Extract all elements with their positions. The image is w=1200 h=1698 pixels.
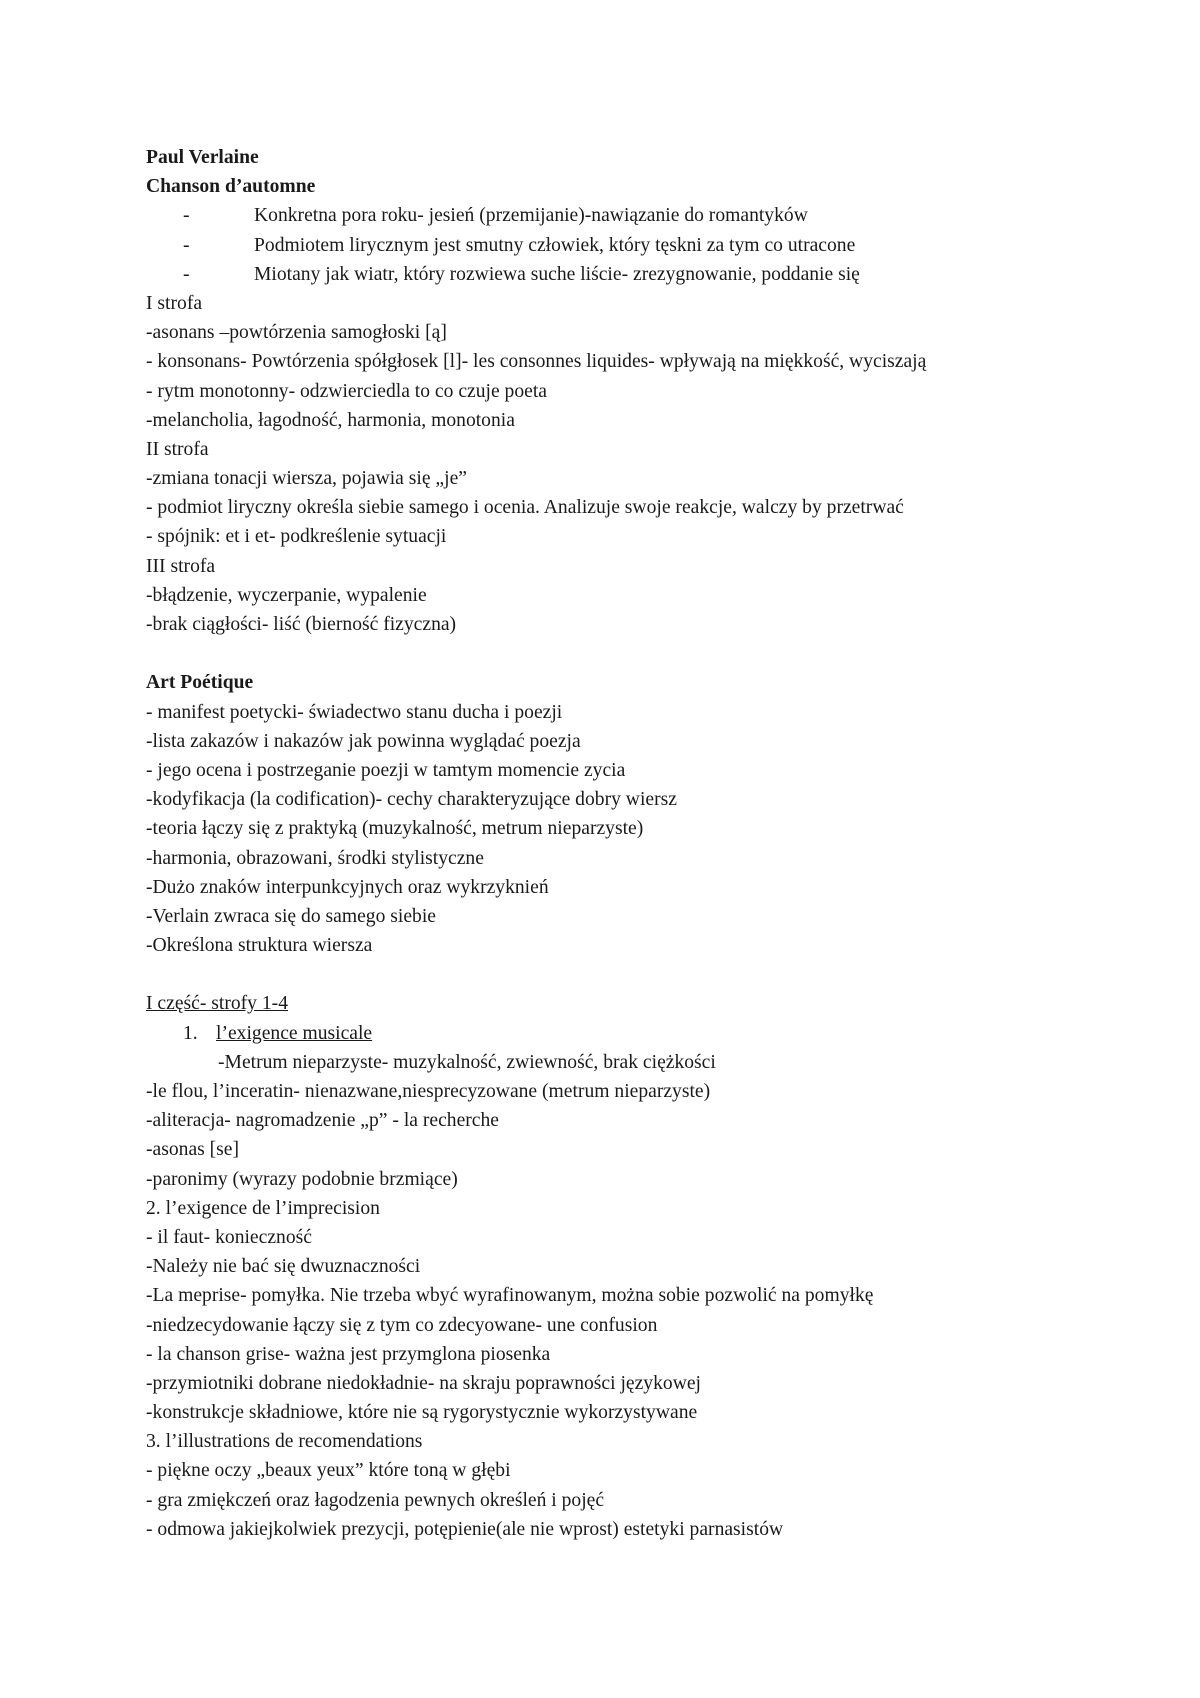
text-line: -Należy nie bać się dwuznaczności xyxy=(146,1256,421,1278)
text-line: - manifest poetycki- świadectwo stanu ducha i poezji xyxy=(146,701,563,723)
text-line: - konsonans- Powtórzenia spółgłosek [l]- les consonnes liquides- wpływają na miękkość, wyciszają xyxy=(146,351,927,373)
text-line: II strofa xyxy=(146,438,209,460)
list-item xyxy=(146,201,1126,230)
text-line: -La meprise- pomyłka. Nie trzeba wbyć wyrafinowanym, można sobie pozwolić na pomyłkę xyxy=(146,1285,874,1307)
text-line: - piękne oczy „beaux yeux” które toną w głębi xyxy=(146,1460,511,1482)
text-line: 2. l’exigence de l’imprecision xyxy=(146,1197,380,1219)
text-line: - il faut- konieczność xyxy=(146,1226,312,1248)
text-line: -niedzecydowanie łączy się z tym co zdecyowane- une confusion xyxy=(146,1314,658,1336)
text-line: -aliteracja- nagromadzenie „p” - la recherche xyxy=(146,1110,499,1132)
list-marker: - xyxy=(183,263,190,285)
numbered-item xyxy=(146,1019,1126,1048)
text-line: -teoria łączy się z praktyką (muzykalność, metrum nieparzyste) xyxy=(146,818,644,840)
text-line: -Określona struktura wiersza xyxy=(146,935,373,957)
list-marker: - xyxy=(183,234,190,256)
text-line: -Verlain zwraca się do samego siebie xyxy=(146,905,436,927)
text-line: - rytm monotonny- odzwierciedla to co czuje poeta xyxy=(146,380,547,402)
text-line: -asonans –powtórzenia samogłoski [ą] xyxy=(146,322,447,344)
document-title: Paul Verlaine xyxy=(146,147,259,168)
text-line: -paronimy (wyrazy podobnie brzmiące) xyxy=(146,1168,458,1190)
blank-line xyxy=(146,639,1126,668)
text-line: - jego ocena i postrzeganie poezji w tamtym momencie zycia xyxy=(146,759,626,781)
document-body xyxy=(146,143,1126,1544)
text-line: - gra zmiękczeń oraz łagodzenia pewnych określeń i pojęć xyxy=(146,1489,605,1511)
text-line: -konstrukcje składniowe, które nie są rygorystycznie wykorzystywane xyxy=(146,1402,698,1424)
text-line: - podmiot liryczny określa siebie samego i ocenia. Analizuje swoje reakcje, walczy by przetrwać xyxy=(146,497,904,519)
text-line: III strofa xyxy=(146,555,216,577)
list-marker: - xyxy=(183,205,190,227)
section-heading-part-one: I część- strofy 1-4 xyxy=(146,993,288,1015)
blank-line xyxy=(146,960,1126,989)
section-heading-chanson: Chanson d’automne xyxy=(146,176,316,198)
text-line: 3. l’illustrations de recomendations xyxy=(146,1431,423,1453)
text-line: -zmiana tonacji wiersza, pojawia się „je” xyxy=(146,468,467,490)
text-line: -brak ciągłości- liść (bierność fizyczna) xyxy=(146,614,457,635)
list-item-text: Konkretna pora roku- jesień (przemijanie)-nawiązanie do romantyków xyxy=(254,205,808,227)
text-line: -przymiotniki dobrane niedokładnie- na skraju poprawności językowej xyxy=(146,1372,701,1394)
list-item xyxy=(146,260,1126,289)
list-item-text: Miotany jak wiatr, który rozwiewa suche liście- zrezygnowanie, poddanie się xyxy=(254,263,860,285)
section-heading-art-poetique: Art Poétique xyxy=(146,672,254,694)
text-line: I strofa xyxy=(146,292,203,314)
text-line: -harmonia, obrazowani, środki stylistyczne xyxy=(146,847,484,869)
indented-text-line: -Metrum nieparzyste- muzykalność, zwiewność, brak ciężkości xyxy=(218,1051,716,1073)
text-line: -kodyfikacja (la codification)- cechy charakteryzujące dobry wiersz xyxy=(146,789,677,811)
text-line: - spójnik: et i et- podkreślenie sytuacji xyxy=(146,526,447,548)
text-line: - odmowa jakiejkolwiek prezycji, potępienie(ale nie wprost) estetyki parnasistów xyxy=(146,1518,784,1540)
text-line: -błądzenie, wyczerpanie, wypalenie xyxy=(146,584,427,606)
list-item-text: Podmiotem lirycznym jest smutny człowiek, który tęskni za tym co utracone xyxy=(254,234,856,256)
item-number: 1. xyxy=(183,1022,198,1044)
text-line: - la chanson grise- ważna jest przymglona piosenka xyxy=(146,1343,551,1365)
item-label: l’exigence musicale xyxy=(216,1022,373,1044)
text-line: -asonas [se] xyxy=(146,1139,240,1161)
text-line: -Dużo znaków interpunkcyjnych oraz wykrzyknień xyxy=(146,876,549,898)
text-line: -melancholia, łagodność, harmonia, monotonia xyxy=(146,409,515,431)
list-item xyxy=(146,231,1126,260)
text-line: -le flou, l’inceratin- nienazwane,niesprecyzowane (metrum nieparzyste) xyxy=(146,1081,711,1102)
text-line: -lista zakazów i nakazów jak powinna wyglądać poezja xyxy=(146,730,581,752)
